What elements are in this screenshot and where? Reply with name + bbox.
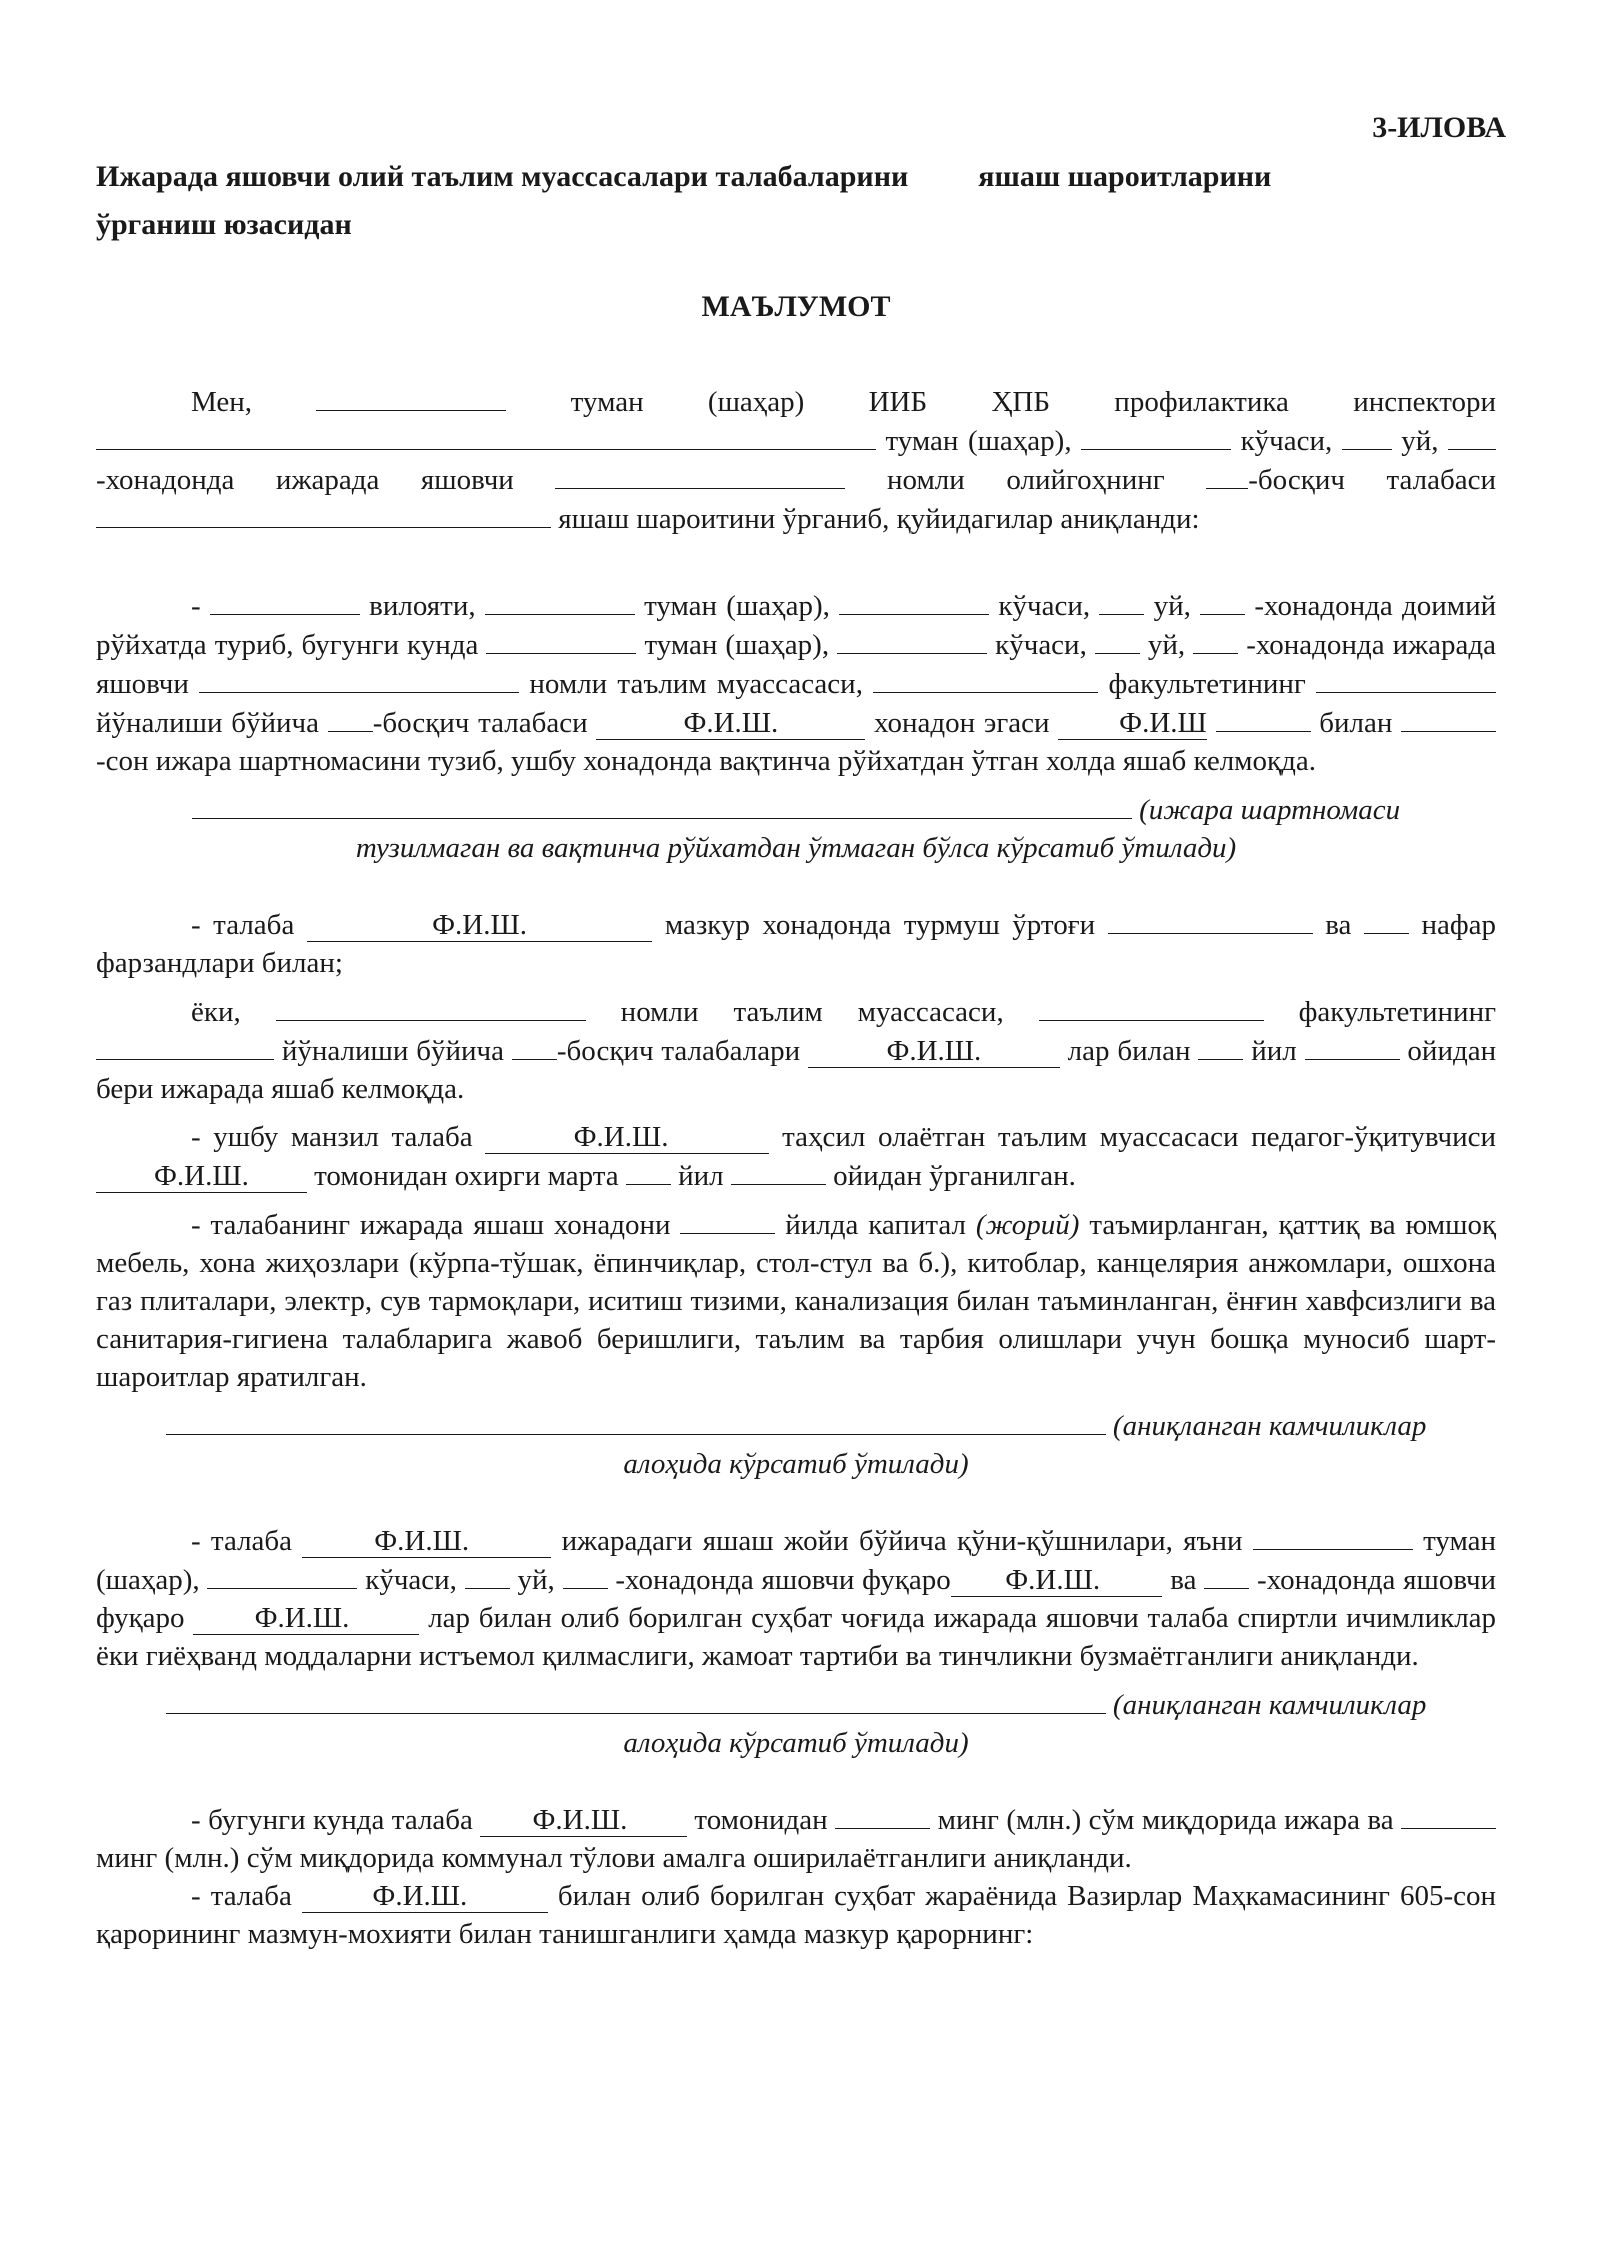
- blank-field: [1305, 1031, 1400, 1060]
- text-segment: ва: [1170, 1564, 1197, 1596]
- blank-field: [210, 586, 360, 615]
- text-segment: нафар фарзандлари билан;: [96, 909, 1496, 979]
- fio-text: Ф.И.Ш.: [254, 1602, 350, 1634]
- text-segment: -босқич талабалари: [556, 1035, 801, 1067]
- blank-field: [873, 664, 1098, 693]
- text-segment: номли таълим муассасаси,: [620, 996, 1004, 1028]
- blank-field: [1081, 421, 1231, 450]
- blank-field: [1204, 1560, 1249, 1589]
- text-segment: Мен,: [191, 386, 253, 418]
- text-segment: - талаба: [191, 1880, 292, 1912]
- text-segment: йилда капитал: [785, 1209, 967, 1241]
- fio-text: Ф.И.Ш.: [432, 909, 527, 941]
- paragraph-conditions: [96, 1205, 1496, 1396]
- text-segment: таҳсил олаётган таълим муассасаси педагог-ўқитувчиси: [782, 1121, 1496, 1153]
- blank-field: [1095, 625, 1140, 654]
- document-page: [96, 0, 1506, 2262]
- note-text: (аниқланган камчиликлар: [1112, 1689, 1427, 1721]
- text-segment: билан олиб борилган суҳбат жараёнида Вазирлар Маҳкамасининг 605-сон қарорининг мазмун-мохияти билан танишганлиги ҳамда мазкур қарорнинг:: [96, 1880, 1497, 1950]
- blank-field: [1253, 1521, 1413, 1550]
- text-segment: туман (шаҳар),: [885, 425, 1072, 457]
- paragraph-resolution: [96, 1877, 1496, 1953]
- blank-field: [96, 421, 876, 450]
- paragraph-payments: [96, 1800, 1496, 1877]
- text-segment: лар билан: [1067, 1035, 1191, 1067]
- text-segment: ижарадаги яшаш жойи бўйича қўни-қўшнилари, яъни: [561, 1525, 1243, 1557]
- paragraph-neighbors: [96, 1521, 1496, 1675]
- paragraph-or-students: [96, 992, 1496, 1108]
- blank-field: [1401, 1800, 1496, 1829]
- text-segment: йўналиши бўйича: [96, 707, 319, 739]
- text-segment: кўчаси,: [998, 590, 1091, 622]
- note-line: [166, 1685, 1106, 1714]
- text-segment: йил: [678, 1160, 724, 1192]
- note-text: (ижара шартномаси: [1139, 794, 1401, 826]
- text-segment: томонидан охирги марта: [314, 1160, 619, 1192]
- text-segment: - талаба: [191, 1525, 293, 1557]
- blank-field: [1099, 586, 1144, 615]
- text-segment: туман (шаҳар),: [644, 629, 830, 661]
- subject-part-3: ўрганиш юзасидан: [96, 208, 352, 241]
- text-segment: -хонадонда яшовчи фуқаро: [96, 1564, 1497, 1634]
- document-body: [96, 382, 1496, 1953]
- text-segment: йил: [1251, 1035, 1297, 1067]
- blank-field: [1039, 992, 1264, 1021]
- blank-field: [276, 992, 586, 1021]
- note-shortcomings-1: [96, 1406, 1496, 1483]
- text-segment: минг (млн.) сўм миқдорида ижара ва: [937, 1804, 1394, 1836]
- blank-field: [1193, 625, 1238, 654]
- note-text: алоҳида кўрсатиб ўтилади): [623, 1727, 969, 1759]
- blank-field: [563, 1560, 608, 1589]
- fio-field: [480, 1804, 687, 1837]
- text-segment: ёки,: [191, 996, 241, 1028]
- blank-field: [680, 1205, 775, 1234]
- text-segment: кўчаси,: [365, 1564, 457, 1596]
- text-segment: лар билан олиб борилган суҳбат чоғида ижарада яшовчи талаба спиртли ичимликлар ёки гиёҳванд моддаларни истъемол қилмаслиги, жамоат тартиби ва тинчликни бузмаётганлиги аниқланди.: [96, 1602, 1497, 1672]
- text-segment: - ушбу манзил талаба: [191, 1121, 473, 1153]
- fio-field: [808, 1035, 1060, 1068]
- text-segment: -хонадонда ижарада яшовчи: [96, 464, 514, 496]
- blank-field: [1216, 703, 1311, 732]
- blank-field: [835, 1800, 930, 1829]
- text-segment: билан: [1319, 707, 1393, 739]
- blank-field: [328, 703, 373, 732]
- text-segment: йўналиши бўйича: [281, 1035, 504, 1067]
- fio-field: [96, 1160, 307, 1193]
- fio-field: [193, 1602, 419, 1635]
- fio-text: Ф.И.Ш.: [683, 707, 779, 739]
- blank-field: [512, 1031, 557, 1060]
- blank-field: [465, 1560, 510, 1589]
- blank-field: [485, 586, 635, 615]
- fio-field: [951, 1564, 1163, 1597]
- text-segment: -сон ижара шартномасини тузиб, ушбу хонадонда вақтинча рўйхатдан ўтган холда яшаб келмоқда.: [96, 745, 1316, 777]
- text-segment: яшаш шароитини ўрганиб, қуйидагилар аниқланди:: [558, 503, 1200, 535]
- blank-field: [555, 460, 845, 489]
- blank-field: [1206, 460, 1248, 489]
- text-segment: -хонадонда ижарада яшовчи: [96, 629, 1497, 700]
- text-segment: ва: [1325, 909, 1352, 941]
- document-subject: [96, 153, 1496, 249]
- text-segment: (жорий): [975, 1209, 1080, 1241]
- blank-field: [1108, 905, 1313, 934]
- text-segment: кўчаси,: [995, 629, 1087, 661]
- text-segment: уй,: [1153, 590, 1191, 622]
- blank-field: [207, 1560, 357, 1589]
- text-segment: уй,: [517, 1564, 555, 1596]
- fio-text: Ф.И.Ш: [1119, 707, 1207, 739]
- note-line: [192, 790, 1132, 819]
- text-segment: - бугунги кунда талаба: [191, 1804, 473, 1836]
- document-title: МАЪЛУМОТ: [701, 290, 891, 323]
- blank-field: [316, 382, 506, 411]
- text-segment: туман (шаҳар),: [96, 1525, 1497, 1596]
- paragraph-residence: [96, 586, 1496, 780]
- note-line: [166, 1406, 1106, 1435]
- blank-field: [96, 499, 551, 528]
- text-segment: -хонадонда доимий рўйхатда туриб, бугунги кунда: [96, 590, 1497, 661]
- note-lease-contract: [96, 790, 1496, 867]
- text-segment: - талаба: [191, 909, 295, 941]
- fio-field: [302, 1525, 551, 1558]
- note-shortcomings-2: [96, 1685, 1496, 1762]
- fio-field: [302, 1880, 548, 1913]
- blank-field: [1198, 1031, 1243, 1060]
- fio-field: [1058, 707, 1207, 740]
- paragraph-family: [96, 905, 1496, 982]
- blank-field: [1401, 703, 1496, 732]
- text-segment: -: [191, 590, 201, 622]
- fio-text: Ф.И.Ш.: [573, 1121, 669, 1153]
- text-segment: факультетининг: [1108, 668, 1306, 700]
- text-segment: уй,: [1147, 629, 1186, 661]
- fio-text: Ф.И.Ш.: [886, 1035, 982, 1067]
- text-segment: -босқич талабаси: [1248, 464, 1497, 496]
- blank-field: [1448, 421, 1496, 450]
- blank-field: [837, 625, 987, 654]
- blank-field: [96, 1031, 274, 1060]
- text-segment: мазкур хонадонда турмуш ўртоғи: [664, 909, 1096, 941]
- text-segment: номли таълим муассасаси,: [529, 668, 863, 700]
- subject-part-1: Ижарада яшовчи олий таълим муассасалари талабаларини: [96, 160, 909, 193]
- text-segment: - талабанинг ижарада яшаш хонадони: [191, 1209, 671, 1241]
- note-text: (аниқланган камчиликлар: [1112, 1410, 1427, 1442]
- text-segment: туман (шаҳар),: [644, 590, 830, 622]
- text-segment: ойидан бери ижарада яшаб келмоқда.: [96, 1035, 1497, 1105]
- note-text: алоҳида кўрсатиб ўтилади): [623, 1448, 969, 1480]
- blank-field: [486, 625, 636, 654]
- text-segment: минг (млн.) сўм миқдорида коммунал тўлови амалга оширилаётганлиги аниқланди.: [96, 1842, 1132, 1874]
- fio-text: Ф.И.Ш.: [1005, 1564, 1101, 1596]
- text-segment: кўчаси,: [1240, 425, 1333, 457]
- fio-field: [596, 707, 865, 740]
- fio-text: Ф.И.Ш.: [154, 1160, 249, 1192]
- text-segment: хонадон эгаси: [874, 707, 1050, 739]
- blank-field: [1364, 905, 1409, 934]
- text-segment: таъмирланган, қаттиқ ва юмшоқ мебель, хона жиҳозлари (кўрпа-тўшак, ёпинчиқлар, стол-стул ва б.), китоблар, канцелярия анжомлари, ошхона газ плиталари, электр, сув тармоқлари, иситиш тизими, канализация билан таъминланган, ёнғин хавфсизлиги ва санитария-гигиена талабларига жавоб беришлиги, таълим ва тарбия олишлари учун бошқа муносиб шарт-шароитлар яратилган.: [96, 1209, 1497, 1393]
- annex-label: 3-ИЛОВА: [1372, 111, 1506, 144]
- blank-field: [731, 1156, 826, 1185]
- blank-field: [1200, 586, 1245, 615]
- paragraph-inspector: [96, 382, 1496, 538]
- text-segment: уй,: [1401, 425, 1439, 457]
- text-segment: -хонадонда яшовчи фуқаро: [615, 1564, 951, 1596]
- text-segment: туман (шаҳар) ИИБ ҲПБ профилактика инспектори: [570, 386, 1497, 418]
- text-segment: томонидан: [694, 1804, 828, 1836]
- fio-text: Ф.И.Ш.: [532, 1804, 628, 1836]
- blank-field: [1316, 664, 1496, 693]
- subject-part-2: яшаш шароитларини: [978, 160, 1272, 193]
- fio-field: [485, 1121, 769, 1154]
- note-text: тузилмаган ва вақтинча рўйхатдан ўтмаган бўлса кўрсатиб ўтилади): [355, 832, 1237, 864]
- text-segment: вилояти,: [369, 590, 476, 622]
- fio-field: [307, 909, 652, 942]
- text-segment: номли олийгоҳнинг: [886, 464, 1165, 496]
- fio-text: Ф.И.Ш.: [372, 1880, 468, 1912]
- paragraph-inspection: [96, 1118, 1496, 1195]
- text-segment: факультетининг: [1298, 996, 1496, 1028]
- fio-text: Ф.И.Ш.: [374, 1525, 470, 1557]
- text-segment: ойидан ўрганилган.: [833, 1160, 1076, 1192]
- blank-field: [626, 1156, 671, 1185]
- blank-field: [1342, 421, 1392, 450]
- blank-field: [199, 664, 519, 693]
- text-segment: -босқич талабаси: [372, 707, 588, 739]
- blank-field: [839, 586, 989, 615]
